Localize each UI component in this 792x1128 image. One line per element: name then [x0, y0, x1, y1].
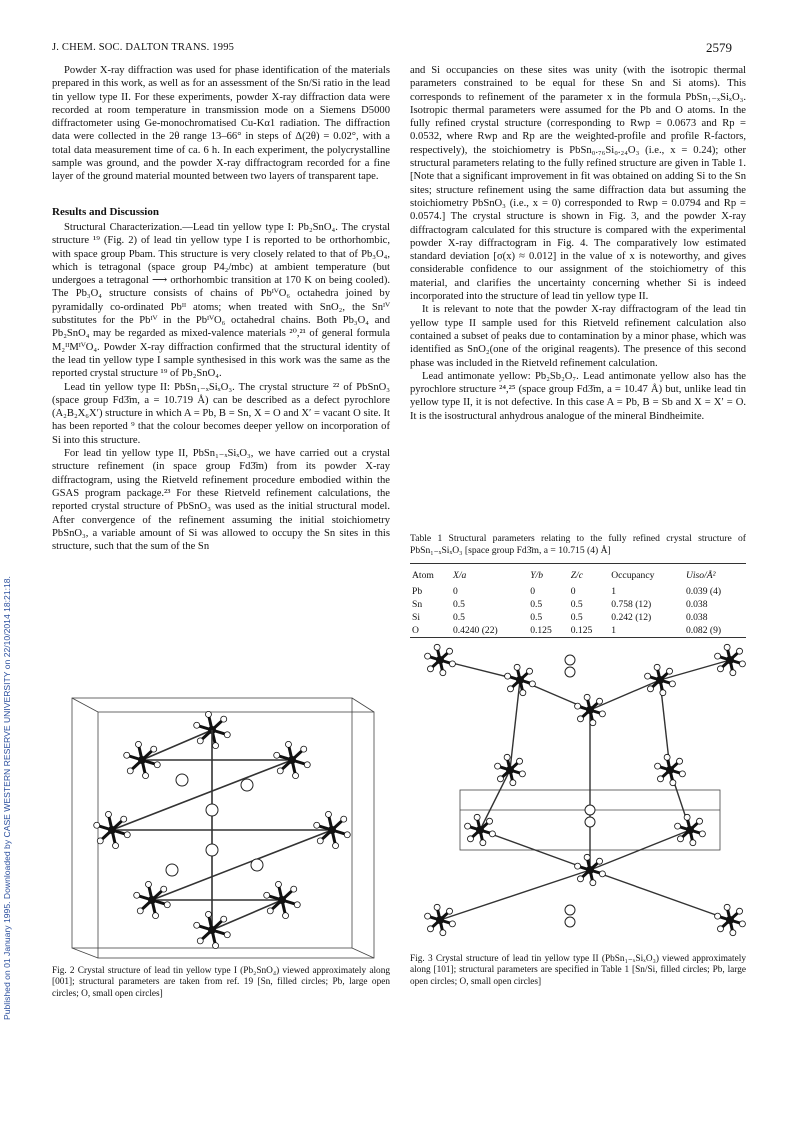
fig2-caption: Fig. 2 Crystal structure of lead tin yellow type I (Pb₂SnO₄) viewed approximately along [001]; structural parameters are taken from ref. 19 [Sn, filled circles; Pb, large open circles; O, small open circles]	[52, 966, 390, 999]
left-column	[52, 64, 390, 553]
cell: 0.082 (9)	[685, 625, 722, 636]
cell: 0.5	[570, 612, 583, 623]
fig2-structure-drawing	[62, 690, 382, 962]
paragraph-refinement: For lead tin yellow type II, PbSn₁₋ₓSiₓO₃, we have carried out a crystal structure refinement (in space group Fd3̄m) from its powder X-ray diffractogram, using the Rietveld refinement procedure embodied within the GSAS program package.²³ For these Rietveld refinement calculations, the reported crystal structure of PbSnO₃ was used as the initial structural model. After convergence of the refinement assuming the initial stoichiometry PbSnO₃, a variable amount of Si was allowed to occupy the Sn sites in this structure, such that the sum of the Sn	[52, 448, 390, 553]
cell: 1	[611, 625, 617, 636]
fig3-caption: Fig. 3 Crystal structure of lead tin yellow type II (PbSn₁₋ₓSiₓO₃) viewed approximately along [101]; structural parameters are specified in Table 1 [Sn/Si, filled circles; Pb, large open circles; O, small open circles]	[410, 954, 746, 987]
paragraph-methods: Powder X-ray diffraction was used for phase identification of the materials prepared in this work, as well as for an assessment of the Sn/Si ratio in the lead tin yellow type II. For these experiments, powder X-ray diffraction data were recorded at room temperature in transmission mode on a Siemens D5000 diffractometer using Ge-monochromatised Cu-Kα1 radiation. The diffraction data were collected in the 2θ range 13–66° in steps of Δ(2θ) = 0.02°, with a total data measurement time of ca. 6 h. In each experiment, the polycrystalline sample was ground, and the powder X-ray diffractogram recorded for a fine layer of the ground material mounted between two layers of transparent tape.	[52, 65, 390, 183]
paragraph-antimonate: Lead antimonate yellow: Pb₂Sb₂O₇. Lead antimonate yellow also has the pyrochlore structure ²⁴,²⁵ (space group Fd3̄m, a = 10.47 Å) but, unlike lead tin yellow type II, it is not defective. In this case A = Pb, B = Sb and X = X′ = O. It is the isostructural anhydrous analogue of the mineral Bindheimite.	[410, 370, 746, 422]
cell: 0.125	[530, 625, 552, 636]
right-column	[410, 64, 746, 423]
paragraph-refinement-cont: and Si occupancies on these sites was unity (with the isotropic thermal parameters constrained to be equal for these Sn and Si atoms). This corresponds to refinement of the parameter x in the formula PbSn₁₋ₓSiₓO₃. Isotropic thermal parameters were assumed for the Pb and O atoms. In the fully refined crystal structure (corresponding to Rwp = 0.0673 and Rp = 0.0532, where Rwp and Rp are the weighted-profile and profile R-factors, respectively), the stoichiometry is PbSn₀.₇₆Si₀.₂₄O₃ (i.e., x = 0.24); other structural parameters relating to the fully refined structure are given in Table 1. [Note that a significant improvement in fit was obtained on adding Si to the Sn sites; structure refinement using the same diffraction data but assuming the stoichiometry PbSnO₃ (i.e., x = 0) corresponded to Rwp = 0.0794 and Rp = 0.0574.] The crystal structure is shown in Fig. 3, and the powder X-ray diffractogram calculated for this structure is compared with the experimental powder X-ray diffractogram in Fig. 4. The comparatively low estimated standard deviation [σ(x) ≈ 0.012] in the value of x is noteworthy, and gives considerable confidence to our assignment of the stoichiometry of this material, and clarifies the uncertainty concerning whether Si is indeed incorporated into the structure of lead tin yellow type II.	[410, 65, 746, 303]
download-notice[interactable]: Published on 01 January 1995. Downloaded by CASE WESTERN RESERVE UNIVERSITY on 22/10/2014 18:21:18.	[2, 576, 12, 1020]
fig3-structure-drawing	[420, 640, 750, 940]
cell: Si	[412, 612, 421, 623]
cell: 0	[452, 586, 458, 597]
cell: 0	[530, 586, 535, 597]
cell: Sn	[412, 599, 423, 610]
col-header: Uiso/Å²	[685, 570, 716, 581]
section-heading: Results and Discussion	[52, 205, 159, 218]
col-header: Z/c	[570, 570, 583, 581]
table-row	[410, 611, 746, 624]
cell: 0.4240 (22)	[452, 625, 498, 636]
col-header: Y/b	[530, 570, 543, 581]
cell: 0.5	[570, 599, 583, 610]
paragraph-contamination: It is relevant to note that the powder X-ray diffractogram of the lead tin yellow type II sample used for this Rietveld refinement calculation also contained a subset of peaks due to contamination by a minor phase, which was identified as SnO₂(one of the original reagents). The presence of this second phase was included in the Rietveld refinement calculation.	[410, 304, 746, 369]
cell: 0.5	[530, 599, 543, 610]
table-row	[410, 598, 746, 611]
cell: 0.038	[685, 599, 708, 610]
cell: 0.038	[685, 612, 708, 623]
cell: 0.5	[452, 612, 465, 623]
table-row	[410, 624, 746, 638]
table-caption: Table 1 Structural parameters relating to the fully refined crystal structure of PbSn₁₋ₓSiₓO₃ [space group Fd3̄m, a = 10.715 (4) Å]	[410, 533, 746, 556]
cell: 0.758 (12)	[611, 599, 652, 610]
cell: 0.039 (4)	[685, 586, 722, 597]
cell: 0.125	[570, 625, 593, 636]
cell: 1	[611, 586, 617, 597]
structural-parameters-table	[410, 563, 746, 638]
paragraph-type2: Lead tin yellow type II: PbSn₁₋ₓSiₓO₃. The crystal structure ²² of PbSnO₃ (space group Fd3̄m, a = 10.719 Å) can be described as a defect pyrochlore (A₂B₂X₆X′) structure in which A = Pb, B = Sn, X = O and X′ = vacant O site. It has been reported ⁹ that the colour becomes deeper yellow on incorporation of Si into this structure.	[52, 381, 390, 446]
paragraph-type1: Structural Characterization.—Lead tin yellow type I: Pb₂SnO₄. The crystal structure ¹⁹ (Fig. 2) of lead tin yellow type I is reported to be orthorhombic, with space group Pbam. This structure is very closely related to that of Pb₃O₄, which is tetragonal (space group P4₂/mbc) at ambient temperature (but undergoes a tetragonal ⟶ orthorhombic transition at 170 K on being cooled). The Pb₃O₄ structure consists of chains of PbᴵⱽO₆ octahedra joined by pyramidally co-ordinated Pbᴵᴵ atoms; when treated with SnO₂, the Snᴵⱽ substitutes for the Pbᴵⱽ in the PbᴵⱽO₆ octahedral chains. Both Pb₃O₄ and Pb₂SnO₄ may be regarded as mixed-valence materials ²⁰,²¹ of general formula M₂ᴵᴵMᴵⱽO₄. Powder X-ray diffraction confirmed that the structural identity of the lead tin yellow type I sample synthesised in this work was the same as the reported crystal structure ¹⁹ of Pb₂SnO₄.	[52, 221, 390, 380]
journal-header: J. CHEM. SOC. DALTON TRANS. 1995	[52, 42, 235, 53]
col-header: Atom	[412, 570, 434, 581]
col-header: X/a	[452, 570, 467, 581]
table-row	[410, 585, 746, 598]
cell: O	[412, 625, 419, 636]
cell: 0.5	[452, 599, 465, 610]
col-header: Occupancy	[611, 570, 655, 581]
cell: 0.5	[530, 612, 543, 623]
cell: 0	[570, 586, 576, 597]
page-number: 2579	[706, 40, 732, 55]
cell: 0.242 (12)	[611, 612, 652, 623]
table-1	[410, 533, 746, 638]
cell: Pb	[412, 586, 423, 597]
